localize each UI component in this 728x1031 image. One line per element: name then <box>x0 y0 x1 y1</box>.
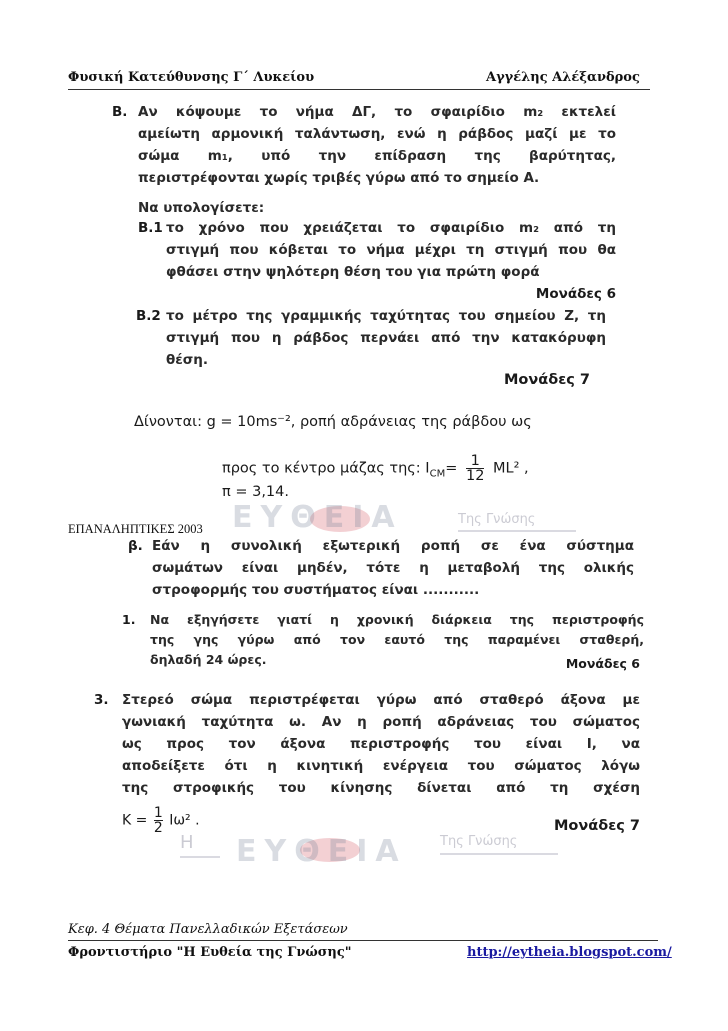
b2-marks: Μονάδες 7 <box>504 372 590 388</box>
footer-chapter: Κεφ. 4 Θέματα Πανελλαδικών Εξετάσεων <box>68 922 348 937</box>
footer-url-link[interactable]: http://eytheia.blogspot.com/ <box>467 945 672 960</box>
question-3-marks: Μονάδες 7 <box>554 818 640 834</box>
header-left: Φυσική Κατεύθυνσης Γ΄ Λυκείου <box>68 70 315 85</box>
b1-label: Β.1 <box>138 220 163 236</box>
part-b-line: σώμα m₁, υπό την επίδραση της βαρύτητας, <box>138 148 616 164</box>
watermark-tag: Της Γνώσης <box>458 512 536 527</box>
question-1-line: Να εξηγήσετε γιατί η χρονική διάρκεια της περιστροφής <box>150 612 644 627</box>
question-3-line: Στερεό σώμα περιστρέφεται γύρω από σταθερό άξονα με <box>122 692 640 708</box>
watermark-h: Η <box>180 832 194 853</box>
b1-line: φθάσει στην ψηλότερη θέση του για πρώτη φορά <box>166 264 540 280</box>
question-3-line: αποδείξετε ότι η κινητική ενέργεια του σώματος λόγω <box>122 758 640 774</box>
b2-line: το μέτρο της γραμμικής ταχύτητας του σημείου Ζ, τη <box>166 308 606 324</box>
question-3-line: ως προς τον άξονα περιστροφής του είναι Ι, να <box>122 736 640 752</box>
part-b-label: Β. <box>112 104 128 120</box>
question-1-label: 1. <box>122 612 136 627</box>
question-1-line: της γης γύρω από τον εαυτό της παραμένει σταθερή, <box>150 632 644 647</box>
question-1-line: δηλαδή 24 ώρες. <box>150 652 267 667</box>
part-b-prompt: Να υπολογίσετε: <box>138 200 265 216</box>
part-b-line: περιστρέφονται χωρίς τριβές γύρω από το σημείο Α. <box>138 170 540 186</box>
footer-school: Φροντιστήριο "Η Ευθεία της Γνώσης" <box>68 945 352 960</box>
b2-line: στιγμή που η ράβδος περνάει από την κατακόρυφη <box>166 330 606 346</box>
watermark-rule <box>180 856 220 858</box>
question-3-label: 3. <box>94 692 109 708</box>
b1-marks: Μονάδες 6 <box>535 286 616 302</box>
footer-rule <box>68 940 658 941</box>
section-title: ΕΠΑΝΑΛΗΠΤΙΚΕΣ 2003 <box>68 522 203 536</box>
kinetic-energy-formula: K = $\frac{1}{2}$ Iω² . <box>122 805 200 836</box>
given-line-1: Δίνονται: g = 10ms⁻², ροπή αδράνειας της ράβδου ως <box>134 414 532 430</box>
question-3-line: γωνιακή ταχύτητα ω. Αν η ροπή αδράνειας του σώματος <box>122 714 640 730</box>
given-line-3: π = 3,14. <box>222 484 289 500</box>
watermark-rule <box>440 853 558 855</box>
watermark-tag: Της Γνώσης <box>440 834 518 849</box>
beta-line: σωμάτων είναι μηδέν, τότε η μεταβολή της ολικής <box>152 560 634 576</box>
watermark-logo: ΕΥΘΕΙΑ <box>236 834 407 869</box>
beta-line: Εάν η συνολική εξωτερική ροπή σε ένα σύστημα <box>152 538 634 554</box>
part-b-line: Αν κόψουμε το νήμα ΔΓ, το σφαιρίδιο m₂ εκτελεί <box>138 104 616 120</box>
question-3-line: της στροφικής του κίνησης δίνεται από τη σχέση <box>122 780 640 796</box>
b2-label: Β.2 <box>136 308 161 324</box>
beta-label: β. <box>128 538 143 554</box>
b2-line: θέση. <box>166 352 209 368</box>
b1-line: στιγμή που κόβεται το νήμα μέχρι τη στιγμή που θα <box>166 242 616 258</box>
b1-line: το χρόνο που χρειάζεται το σφαιρίδιο m₂ από τη <box>166 220 616 236</box>
question-1-marks: Μονάδες 6 <box>565 656 640 671</box>
beta-line: στροφορμής του συστήματος είναι ........... <box>152 582 480 598</box>
given-line-2: προς το κέντρο μάζας της: $I_{CM}=$ $\frac{1}{12}$ ML² , <box>222 453 529 484</box>
header-rule <box>68 89 650 90</box>
watermark-logo: ΕΥΘΕΙΑ <box>232 500 403 535</box>
header-right: Αγγέλης Αλέξανδρος <box>486 70 640 85</box>
watermark-rule <box>458 530 576 532</box>
part-b-line: αμείωτη αρμονική ταλάντωση, ενώ η ράβδος μαζί με το <box>138 126 616 142</box>
